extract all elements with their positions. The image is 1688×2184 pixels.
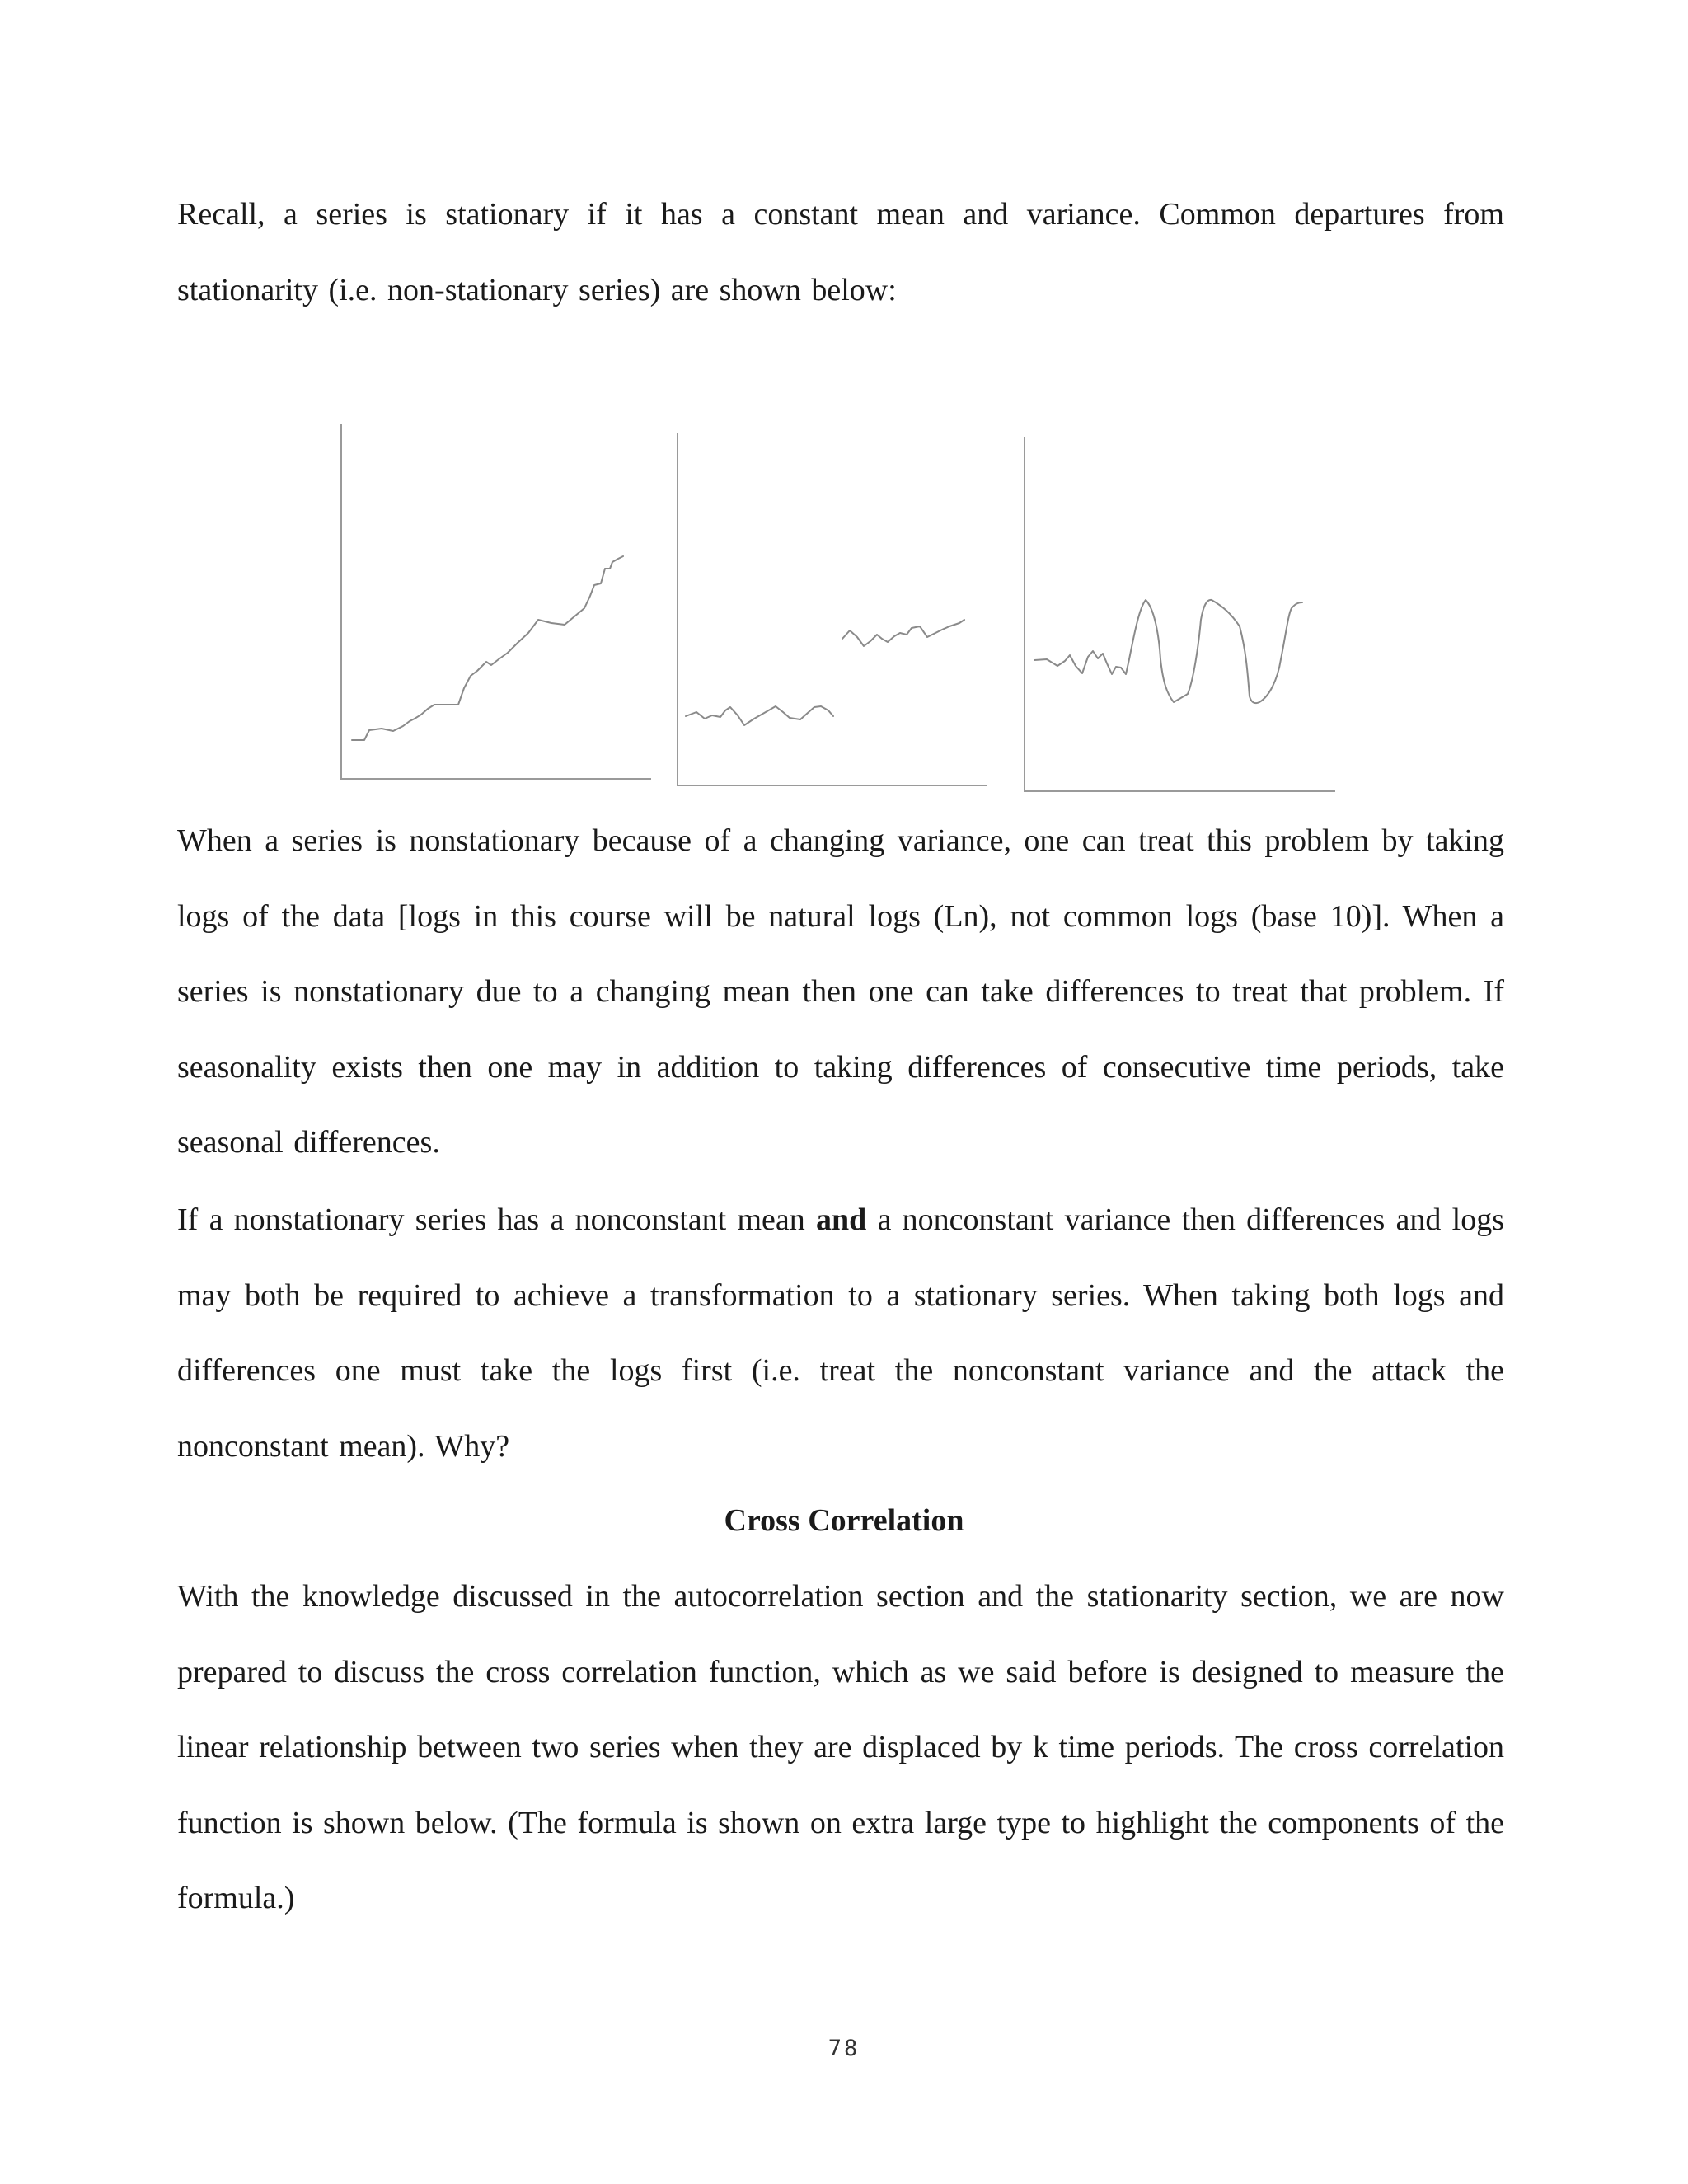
mean-shift-panel xyxy=(678,433,987,785)
page-number: 78 xyxy=(828,2036,860,2061)
mean-shift-series-line-low xyxy=(686,706,833,725)
logs-and-differences-text-end: a nonconstant variance then differences and logs may both be required to achieve a transformation to a stationary series. When taking both logs and differences one must take the logs first (i.e. treat the nonconstant variance and the attack the nonconstant mean). Why? xyxy=(177,1202,1504,1464)
intro-paragraph: Recall, a series is stationary if it has a constant mean and variance. Common departures from stationarity (i.e. non-stationary series) are shown below: xyxy=(177,197,1504,307)
trend-panel-axes xyxy=(341,424,651,779)
changing-variance-series-line xyxy=(1034,600,1302,703)
trend-series-line xyxy=(352,556,623,740)
variance-treatment-paragraph: When a series is nonstationary because of a changing variance, one can treat this problem by taking logs of the data [logs in this course will be natural logs (Ln), not common logs (base 10)]. When a series is nonstationary due to a changing mean then one can take differences to treat that problem. If seasonality exists then one may in addition to taking differences of consecutive time periods, take seasonal differences. xyxy=(177,823,1504,1160)
changing-variance-panel-axes xyxy=(1025,437,1335,791)
changing-variance-panel xyxy=(1025,437,1335,791)
cross-correlation-paragraph: With the knowledge discussed in the autocorrelation section and the stationarity section, we are now prepared to discuss the cross correlation function, which as we said before is designed to measure the linear relationship between two series when they are displaced by k time periods. The cross correlation function is shown below. (The formula is shown on extra large type to highlight the components of the formula.) xyxy=(177,1579,1504,1915)
section-heading: Cross Correlation xyxy=(724,1503,964,1538)
logs-and-differences-text-start: If a nonstationary series has a nonconstant mean xyxy=(177,1202,817,1237)
trend-panel xyxy=(341,424,651,779)
logs-and-differences-paragraph xyxy=(177,1183,1504,1484)
emphasis-and: and xyxy=(816,1202,867,1237)
mean-shift-series-line-high xyxy=(842,620,964,646)
mean-shift-panel-axes xyxy=(678,433,987,785)
